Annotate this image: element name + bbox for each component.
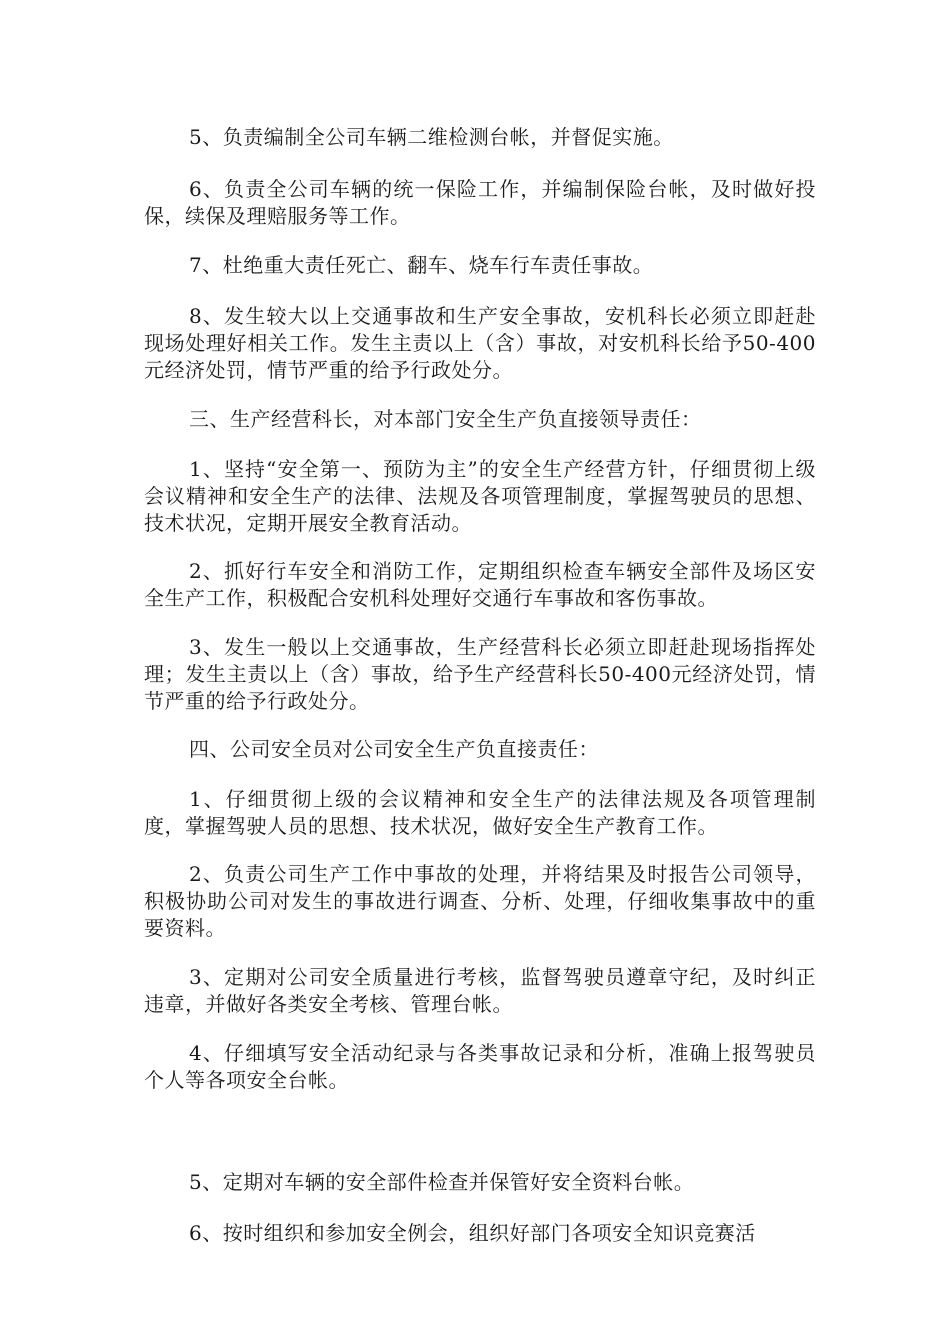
paragraph: 1、仔细贯彻上级的会议精神和安全生产的法律法规及各项管理制度，掌握驾驶人员的思想、技术状况，做好安全生产教育工作。	[144, 787, 816, 838]
paragraph: 2、抓好行车安全和消防工作，定期组织检查车辆安全部件及场区安全生产工作，积极配合安机科处理好交通行车事故和客伤事故。	[144, 559, 816, 610]
paragraph: 5、负责编制全公司车辆二维检测台帐，并督促实施。	[189, 125, 674, 149]
paragraph: 6、按时组织和参加安全例会，组织好部门各项安全知识竞赛活	[189, 1221, 756, 1245]
paragraph: 3、发生一般以上交通事故，生产经营科长必须立即赶赴现场指挥处理；发生主责以上（含）事故，给予生产经营科长50-400元经济处罚，情节严重的给予行政处分。	[144, 635, 816, 713]
paragraph: 3、定期对公司安全质量进行考核，监督驾驶员遵章守纪，及时纠正违章，并做好各类安全考核、管理台帐。	[144, 965, 816, 1016]
paragraph: 8、发生较大以上交通事故和生产安全事故，安机科长必须立即赶赴现场处理好相关工作。发生主责以上（含）事故，对安机科长给予50-400元经济处罚，情节严重的给予行政处分。	[144, 304, 816, 382]
paragraph: 2、负责公司生产工作中事故的处理，并将结果及时报告公司领导，积极协助公司对发生的事故进行调查、分析、处理，仔细收集事故中的重要资料。	[144, 862, 816, 940]
section-heading: 三、生产经营科长，对本部门安全生产负直接领导责任：	[189, 407, 702, 431]
section-heading: 四、公司安全员对公司安全生产负直接责任：	[189, 737, 599, 761]
paragraph: 1、坚持“安全第一、预防为主”的安全生产经营方针，仔细贯彻上级会议精神和安全生产的法律、法规及各项管理制度，掌握驾驶员的思想、技术状况，定期开展安全教育活动。	[144, 457, 816, 535]
paragraph: 4、仔细填写安全活动纪录与各类事故记录和分析，准确上报驾驶员个人等各项安全台帐。	[144, 1041, 816, 1092]
paragraph: 6、负责全公司车辆的统一保险工作，并编制保险台帐，及时做好投保，续保及理赔服务等工作。	[144, 177, 816, 228]
paragraph: 7、杜绝重大责任死亡、翻车、烧车行车责任事故。	[189, 253, 654, 277]
paragraph: 5、定期对车辆的安全部件检查并保管好安全资料台帐。	[189, 1170, 695, 1194]
